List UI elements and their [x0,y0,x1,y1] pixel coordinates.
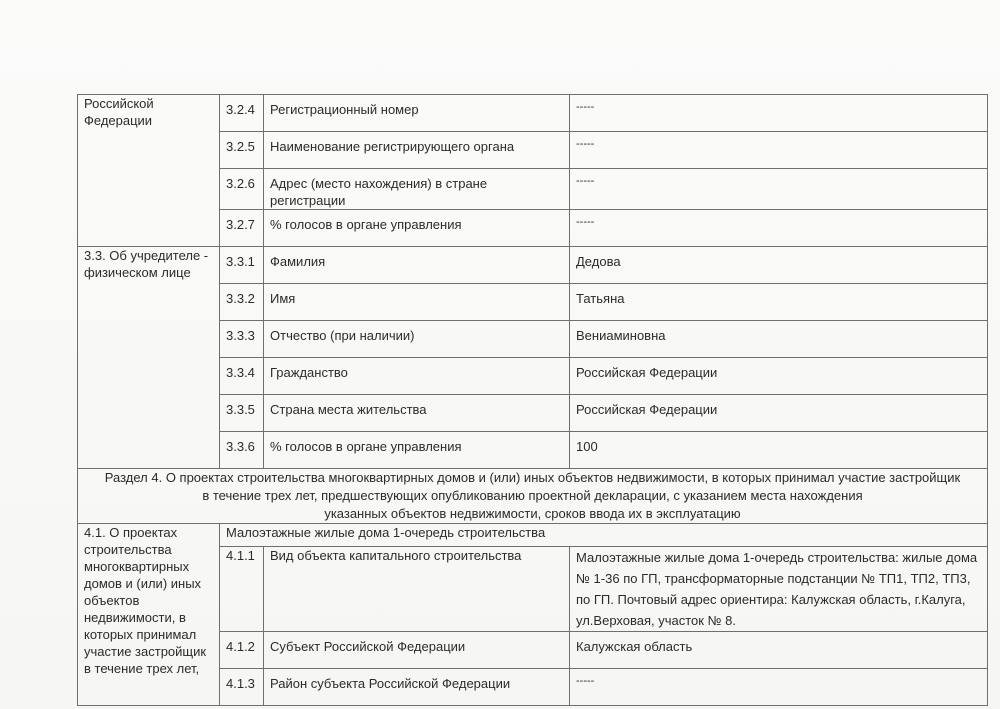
row-value: Российская Федерации [570,358,988,395]
row-code: 3.3.4 [220,358,264,395]
row-code: 3.2.6 [220,169,264,210]
section-4-title-line2: в течение трех лет, предшествующих опубликованию проектной декларации, с указанием места нахождения [202,488,863,503]
row-label: Регистрационный номер [264,95,570,132]
row-code: 4.1.2 [220,632,264,669]
row-label: % голосов в органе управления [264,210,570,247]
row-label: Субъект Российской Федерации [264,632,570,669]
row-value: Российская Федерации [570,395,988,432]
row-code: 3.2.5 [220,132,264,169]
row-code: 3.3.6 [220,432,264,469]
row-label: Гражданство [264,358,570,395]
row-value: Дедова [570,247,988,284]
row-code: 4.1.1 [220,547,264,632]
row-label: Вид объекта капитального строительства [264,547,570,632]
row-label: Наименование регистрирующего органа [264,132,570,169]
row-code: 4.1.3 [220,669,264,706]
group-label-3-2: Российской Федерации [78,95,220,247]
row-label: Отчество (при наличии) [264,321,570,358]
declaration-table [77,94,988,706]
table-row [78,95,988,132]
row-label: Фамилия [264,247,570,284]
row-code: 3.3.3 [220,321,264,358]
row-label: Имя [264,284,570,321]
row-value: Татьяна [570,284,988,321]
row-value: ----- [570,669,988,706]
section-4-title-line3: указанных объектов недвижимости, сроков ввода их в эксплуатацию [324,506,741,521]
table-row [78,247,988,284]
group-label-3-3: 3.3. Об учредителе - физическом лице [78,247,220,469]
row-value: ----- [570,210,988,247]
row-label: Район субъекта Российской Федерации [264,669,570,706]
group-label-4-1: 4.1. О проектах строительства многоквартирных домов и (или) иных объектов недвижимости, в которых принимал участие застройщик в течение трех лет, [78,524,220,706]
row-value: ----- [570,95,988,132]
row-label: Адрес (место нахождения) в стране регистрации [264,169,570,210]
row-value: 100 [570,432,988,469]
row-label: % голосов в органе управления [264,432,570,469]
row-label: Страна места жительства [264,395,570,432]
row-code: 3.3.2 [220,284,264,321]
row-value: ----- [570,132,988,169]
row-code: 3.2.4 [220,95,264,132]
row-value: Вениаминовна [570,321,988,358]
section-4-title [78,469,988,524]
row-value: ----- [570,169,988,210]
section-heading-row [78,469,988,524]
row-code: 3.3.1 [220,247,264,284]
row-code: 3.2.7 [220,210,264,247]
table-row [78,524,988,547]
row-value: Малоэтажные жилые дома 1-очередь строительства: жилые дома № 1-36 по ГП, трансформаторные подстанции № ТП1, ТП2, ТП3, по ГП. Почтовый адрес ориентира: Калужская область, г.Калуга, ул.Верховая, участок № 8. [570,547,988,632]
row-value: Калужская область [570,632,988,669]
project-title: Малоэтажные жилые дома 1-очередь строительства [220,524,988,547]
section-4-title-line1: Раздел 4. О проектах строительства многоквартирных домов и (или) иных объектов недвижимости, в которых принимал участие застройщик [104,470,961,485]
row-code: 3.3.5 [220,395,264,432]
